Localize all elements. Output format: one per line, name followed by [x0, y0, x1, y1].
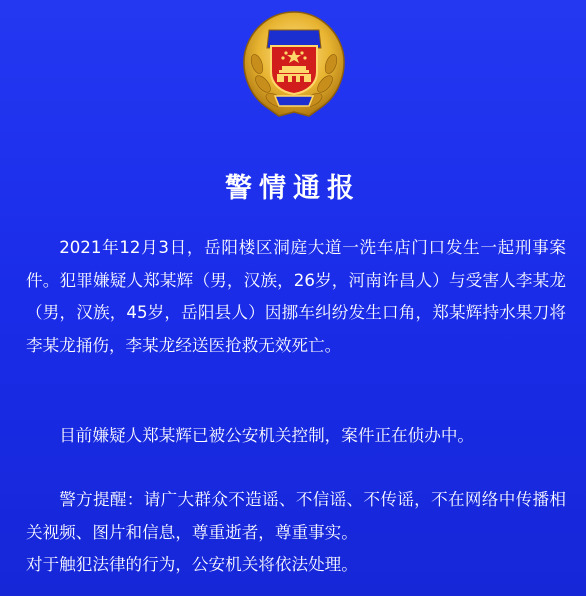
report-paragraph-reminder — [26, 484, 566, 582]
page-title: 警情通报 — [225, 173, 361, 204]
report-paragraph-incident — [26, 232, 566, 362]
paragraph-text: 对于触犯法律的行为，公安机关将依法处理。 — [26, 555, 358, 574]
report-paragraph-status — [26, 420, 566, 453]
paragraph-text: 警方提醒：请广大群众不造谣、不信谣、不传谣，不在网络中传播相关视频、图片和信息，尊重逝者，尊重事实。 — [26, 490, 566, 542]
paragraph-text: 目前嫌疑人郑某辉已被公安机关控制，案件正在侦办中。 — [59, 426, 475, 445]
police-emblem-icon — [239, 8, 349, 120]
paragraph-text: 2021年12月3日，岳阳楼区洞庭大道一洗车店门口发生一起刑事案件。犯罪嫌疑人郑某辉（男，汉族，26岁，河南许昌人）与受害人李某龙（男，汉族，45岁，岳阳县人）因挪车纠纷发生口角，郑某辉持水果刀将李某龙捅伤，李某龙经送医抢救无效死亡。 — [26, 238, 566, 355]
